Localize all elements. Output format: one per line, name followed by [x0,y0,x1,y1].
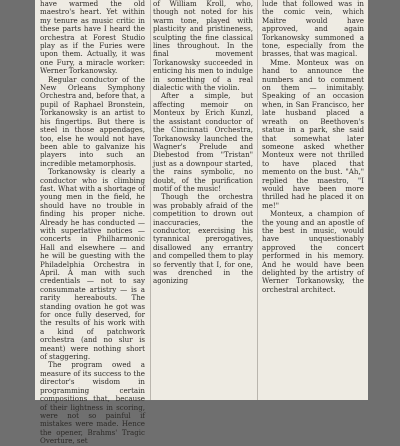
column-rule [150,0,151,400]
paragraph: have warmed the old maestro's heart. Yet within my tenure as music critic in these parts have I heard the orchestra at Forest Studio play as if the Furies were upon them. Actually, it was one Fury, a miracle worker: Werner Torkanowsky. [40,0,145,76]
column-rule [257,0,258,400]
article-column-3 [262,0,364,400]
paragraph: Regular conductor of the New Orleans Symphony Orchestra and, before that, a pupil of Raphael Bronstein, Torkanowsky is an artist to his fingertips. But there is steel in those appendages, too, else he would not have been able to galvanize his players into such an incredible metamorphosis. [40,74,145,168]
paragraph: lude that followed was in the comic vein, which Maitre would have approved, and again Torkanowsky summoned a tone, especially from the brasses, that was magical. [262,0,364,59]
article-column-2 [153,0,253,400]
paragraph: After a simple, but affecting memoir on Monteux by Erich Kunzl, the assistant conductor of the Cincinnati Orchestra, Torkanowsky launched the Wagner's Prelude and Diebestod from "Tristan" just as a downpour started, the rains symbolic, no doubt, of the purification motif of the music! [153,91,253,193]
paragraph: Though the orchestra was probably afraid of the competition to drown out inaccuracies, the conductor, exercising his tyrannical prerogatives, disallowed any errantry and compelled them to play so fervently that I, for one, was drenched in the agonizing [153,192,253,286]
paragraph: Torkanowsky is clearly a conductor who is climbing fast. What with a shortage of young men in the field, he should have no trouble in finding his proper niche. Already he has conducted — with superlative notices — concerts in Philharmonic Hall and elsewhere — and he will be guesting with the Philadelphia Orchestra in April. A man with such credentials — not to say consummate artistry — is a rarity hereabouts. The standing ovation he got was for once fully deserved, for the results of his work with a kind of patchwork orchestra (and no slur is meant) were nothing short of staggering. [40,167,145,362]
article-column-1 [40,0,145,446]
paragraph: Monteux, a champion of the young and an apostle of the best in music, would have unquestionably approved the concert performed in his memory. And he would have been delighted by the artistry of Werner Torkanowsky, the orchestral architect. [262,209,364,294]
paragraph: The program owed a measure of its success to the director's wisdom in programming certain compositions that, because of their lightness in scoring, were not so painful if mistakes were made. Hence the opener, Brahms' Tragic Overture, set [40,360,145,446]
paragraph: Mme. Monteux was on hand to announce the numbers and to comment on them — inimitably. Speaking of an occasion when, in San Francisco, her late husband placed a wreath on Beethoven's statue in a park, she said that somewhat later someone asked whether Monteux were not thrilled to have placed that memento on the bust. "Ah," replied the maestro, "I would have been more thrilled had he placed it on me!" [262,57,364,210]
paragraph: of William Kroll, who, though not noted for his warm tone, played with plasticity and pristineness, sculpting the fine classical lines throughout. In the final movement Torkanowsky succeeded in enticing his men to indulge in something of a real dialectic with the violin. [153,0,253,93]
